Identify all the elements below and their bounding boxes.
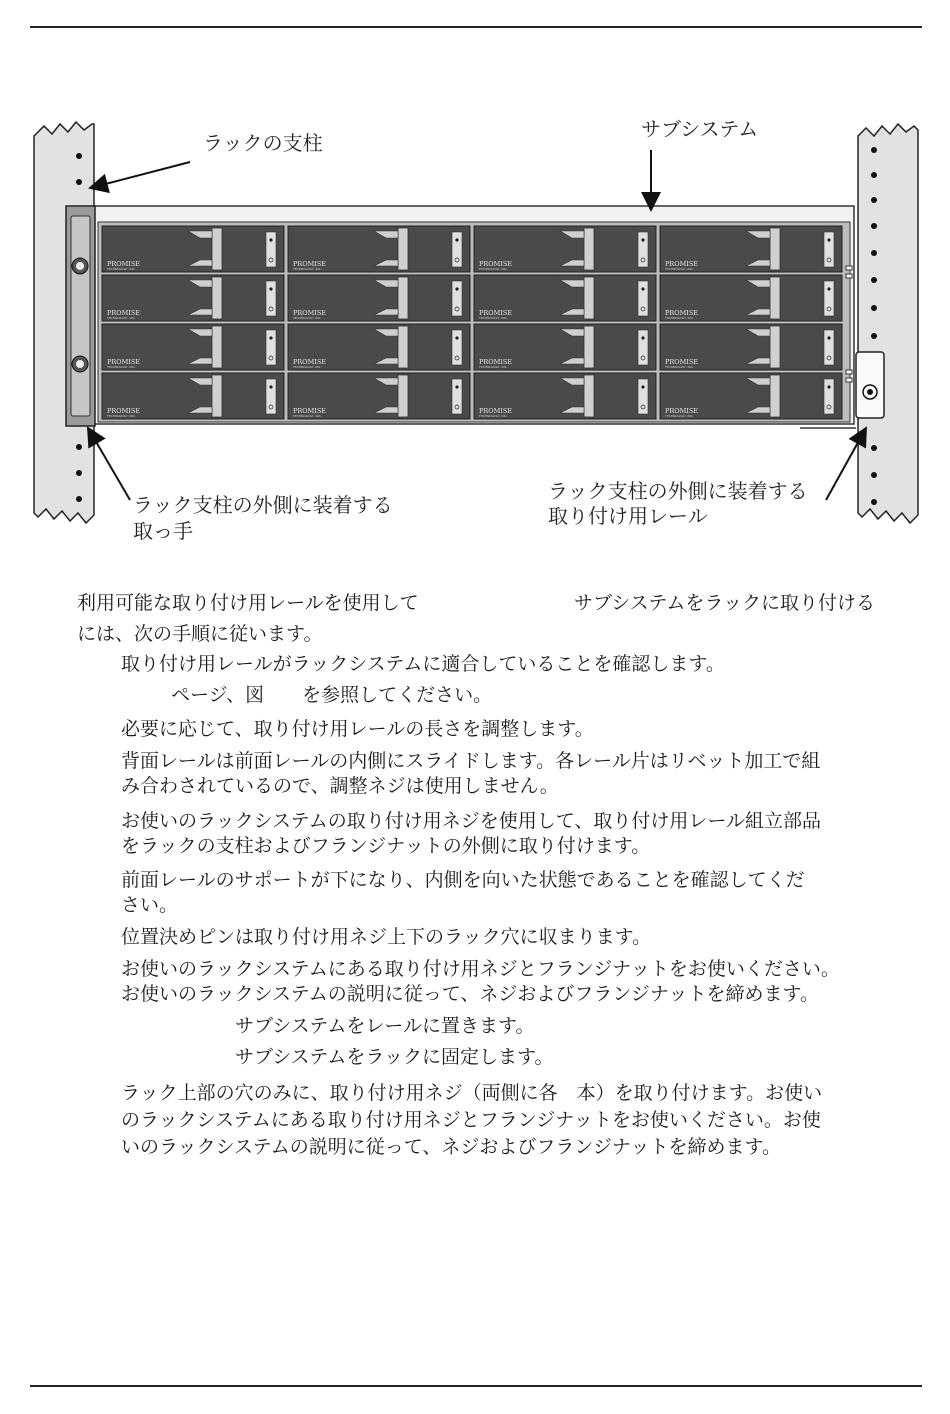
drive-brand-subtitle: TECHNOLOGY, INC. (293, 414, 322, 418)
drive-brand-subtitle: TECHNOLOGY, INC. (665, 414, 694, 418)
step-3-note1-line2: さい。 (121, 894, 179, 916)
drive-carrier (660, 324, 842, 370)
rail-label-line1: ラック支柱の外側に装着する (548, 479, 808, 503)
activity-led-icon (641, 238, 644, 241)
activity-led-icon (269, 336, 272, 339)
rail-label-line2: 取り付け用レール (548, 504, 708, 528)
drive-brand-subtitle: TECHNOLOGY, INC. (479, 414, 508, 418)
drive-brand-logo: PROMISE (293, 407, 327, 415)
drive-brand-logo: PROMISE (293, 358, 327, 366)
drive-carrier (660, 275, 842, 321)
subsystem-label: サブシステム (641, 117, 759, 141)
left-handle (66, 206, 95, 426)
drive-brand-logo: PROMISE (293, 309, 327, 317)
handle-label-line2: 取っ手 (133, 519, 193, 543)
activity-led-icon (827, 385, 830, 388)
drive-brand-logo: PROMISE (665, 358, 699, 366)
drive-carrier (474, 275, 656, 321)
step-5-note-line2: のラックシステムにある取り付け用ネジとフランジナットをお使いください。お使 (121, 1109, 821, 1131)
activity-led-icon (641, 385, 644, 388)
drive-brand-logo: PROMISE (479, 358, 513, 366)
step-1: 取り付け用レールがラックシステムに適合していることを確認します。 (121, 653, 725, 675)
activity-led-icon (827, 336, 830, 339)
drive-brand-subtitle: TECHNOLOGY, INC. (665, 316, 694, 320)
drive-brand-subtitle: TECHNOLOGY, INC. (293, 316, 322, 320)
bottom-rule (30, 1385, 922, 1387)
drive-brand-logo: PROMISE (293, 260, 327, 268)
step-3-line1: お使いのラックシステムの取り付け用ネジを使用して、取り付け用レール組立部品 (121, 810, 821, 832)
right-rail-bracket (856, 352, 884, 418)
activity-led-icon (269, 238, 272, 241)
activity-led-icon (455, 385, 458, 388)
drive-brand-logo: PROMISE (107, 407, 141, 415)
step-3-note1-line1: 前面レールのサポートが下になり、内側を向いた状態であることを確認してくだ (121, 869, 805, 891)
right-rack-post (858, 124, 918, 523)
drive-carrier (102, 226, 284, 272)
drive-carrier (102, 373, 284, 419)
drive-brand-subtitle: TECHNOLOGY, INC. (479, 267, 508, 271)
drive-brand-logo: PROMISE (665, 309, 699, 317)
intro-text-c: には、次の手順に従います。 (77, 623, 323, 645)
thumb-screw-icon (72, 258, 88, 274)
step-5: サブシステムをラックに固定します。 (235, 1046, 554, 1068)
drive-carrier (288, 226, 470, 272)
drive-brand-logo: PROMISE (665, 407, 699, 415)
activity-led-icon (827, 287, 830, 290)
drive-brand-subtitle: TECHNOLOGY, INC. (665, 267, 694, 271)
drive-carrier (474, 324, 656, 370)
drive-carrier (474, 373, 656, 419)
drive-brand-subtitle: TECHNOLOGY, INC. (293, 267, 322, 271)
drive-brand-subtitle: TECHNOLOGY, INC. (107, 267, 136, 271)
step-4: サブシステムをレールに置きます。 (235, 1015, 535, 1037)
rack-post-arrow (90, 162, 190, 188)
intro-text-a: 利用可能な取り付け用レールを使用して (77, 592, 419, 614)
step-5-note-line3: いのラックシステムの説明に従って、ネジおよびフランジナットを締めます。 (121, 1136, 781, 1158)
drive-brand-logo: PROMISE (107, 358, 141, 366)
handle-label-line1: ラック支柱の外側に装着する (133, 493, 393, 517)
drive-brand-subtitle: TECHNOLOGY, INC. (107, 414, 136, 418)
drive-brand-logo: PROMISE (665, 260, 699, 268)
activity-led-icon (455, 238, 458, 241)
step-3-note3-line2: お使いのラックシステムの説明に従って、ネジおよびフランジナットを締めます。 (121, 983, 819, 1005)
step-5-note-line1: ラック上部の穴のみに、取り付け用ネジ（両側に各 本）を取り付けます。お使い (121, 1082, 823, 1104)
drive-brand-logo: PROMISE (107, 260, 141, 268)
rack-mount-diagram (0, 0, 950, 560)
activity-led-icon (455, 287, 458, 290)
drive-carrier (288, 373, 470, 419)
step-2: 必要に応じて、取り付け用レールの長さを調整します。 (121, 718, 594, 740)
drive-brand-subtitle: TECHNOLOGY, INC. (479, 365, 508, 369)
drive-carrier (102, 324, 284, 370)
step-2-note-line1: 背面レールは前面レールの内側にスライドします。各レール片はリベット加工で組 (121, 750, 821, 772)
drive-carrier (660, 373, 842, 419)
activity-led-icon (269, 287, 272, 290)
thumb-screw-icon (72, 356, 88, 372)
step-3-line2: をラックの支柱およびフランジナットの外側に取り付けます。 (121, 835, 651, 857)
intro-text-b: サブシステムをラックに取り付ける (574, 592, 875, 614)
drive-brand-logo: PROMISE (479, 260, 513, 268)
step-3-note3-line1: お使いのラックシステムにある取り付け用ネジとフランジナットをお使いください。 (121, 958, 840, 980)
activity-led-icon (641, 336, 644, 339)
drive-brand-logo: PROMISE (479, 309, 513, 317)
activity-led-icon (455, 336, 458, 339)
activity-led-icon (641, 287, 644, 290)
drive-brand-subtitle: TECHNOLOGY, INC. (107, 316, 136, 320)
drive-carrier (660, 226, 842, 272)
rack-post-label: ラックの支柱 (203, 131, 323, 155)
drive-brand-subtitle: TECHNOLOGY, INC. (665, 365, 694, 369)
drive-brand-subtitle: TECHNOLOGY, INC. (293, 365, 322, 369)
step-1-reference: ページ、図 を参照してください。 (171, 684, 493, 706)
drive-brand-subtitle: TECHNOLOGY, INC. (479, 316, 508, 320)
drive-brand-logo: PROMISE (107, 309, 141, 317)
drive-carrier (474, 226, 656, 272)
activity-led-icon (827, 238, 830, 241)
drive-brand-logo: PROMISE (479, 407, 513, 415)
drive-carrier (288, 275, 470, 321)
drive-carrier (102, 275, 284, 321)
activity-led-icon (269, 385, 272, 388)
drive-brand-subtitle: TECHNOLOGY, INC. (107, 365, 136, 369)
step-2-note-line2: み合わされているので、調整ネジは使用しません。 (121, 775, 559, 797)
step-3-note2: 位置決めピンは取り付け用ネジ上下のラック穴に収まります。 (121, 926, 652, 948)
drive-carrier (288, 324, 470, 370)
